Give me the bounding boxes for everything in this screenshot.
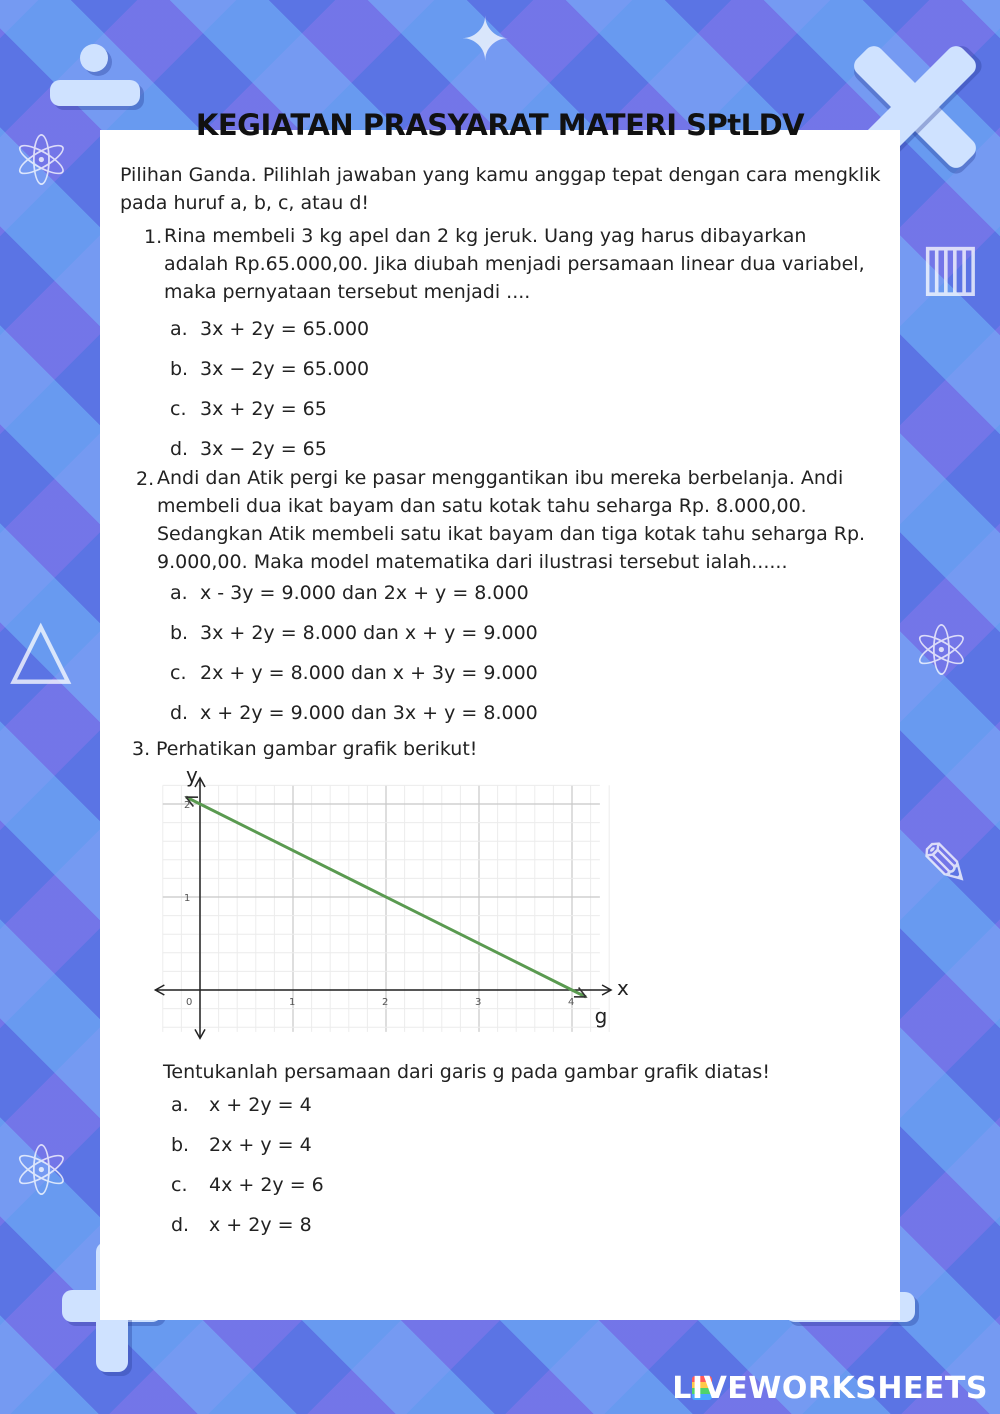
option-letter: c.: [171, 1174, 188, 1196]
x-tick-label: 0: [186, 997, 193, 1008]
question-3-number: 3.: [132, 738, 151, 760]
instructions-text: Pilihan Ganda. Pilihlah jawaban yang kamu anggap tepat dengan cara mengklik pada huruf a, b, c, atau d!: [120, 164, 881, 214]
option-letter: a.: [170, 582, 188, 604]
question-3-option-c[interactable]: [171, 1174, 324, 1196]
option-letter: c.: [170, 398, 187, 420]
question-3-followup: Tentukanlah persamaan dari garis g pada gambar grafik diatas!: [163, 1061, 770, 1083]
option-text: x - 3y = 9.000 dan 2x + y = 8.000: [200, 582, 529, 604]
line-g-label: g: [594, 1004, 608, 1028]
option-text: 3x − 2y = 65.000: [200, 358, 370, 380]
x-tick-label: 1: [289, 997, 296, 1008]
option-letter: d.: [170, 438, 189, 460]
option-text: 3x + 2y = 8.000 dan x + y = 9.000: [200, 622, 538, 644]
question-2-option-a[interactable]: [170, 582, 529, 604]
option-text: x + 2y = 8: [209, 1214, 312, 1236]
x-tick-label: 2: [382, 997, 389, 1008]
question-2-option-c[interactable]: [170, 662, 538, 684]
doodle-atom-icon: ⚛: [10, 1130, 73, 1212]
option-text: 3x + 2y = 65: [200, 398, 327, 420]
question-3-option-d[interactable]: [171, 1214, 312, 1236]
question-2-text: Andi dan Atik pergi ke pasar menggantikan ibu mereka berbelanja. Andi membeli dua ikat bayam dan satu kotak tahu seharga Rp. 8.000,00. Sedangkan Atik membeli satu ikat bayam dan tiga kotak tahu seharga Rp. 9.000,00. Maka model matematika dari ilustrasi tersebut ialah......: [157, 467, 866, 573]
option-letter: c.: [170, 662, 187, 684]
brand-watermark: LIVEWORKSHEETS: [672, 1371, 988, 1406]
y-axis-label: y: [186, 765, 198, 787]
question-1-text: Rina membeli 3 kg apel dan 2 kg jeruk. Uang yag harus dibayarkan adalah Rp.65.000,00. Jika diubah menjadi persamaan linear dua variabel, maka pernyataan tersebut menjadi ....: [164, 225, 865, 303]
divide-dot-decoration: [80, 44, 108, 72]
question-1-option-a[interactable]: [170, 318, 369, 340]
option-text: 4x + 2y = 6: [209, 1174, 324, 1196]
x-tick-label: 4: [568, 997, 575, 1008]
doodle-atom-icon: ⚛: [910, 610, 973, 692]
doodle-pencil-icon: ✎: [920, 830, 971, 900]
option-letter: d.: [171, 1214, 190, 1236]
question-2-option-b[interactable]: [170, 622, 538, 644]
doodle-lightbulb-icon: ✦: [460, 5, 511, 75]
option-text: x + 2y = 9.000 dan 3x + y = 8.000: [200, 702, 538, 724]
question-3-option-a[interactable]: [171, 1094, 312, 1116]
doodle-ruler-icon: ▥: [920, 230, 981, 304]
option-letter: b.: [170, 358, 189, 380]
option-text: 2x + y = 8.000 dan x + 3y = 9.000: [200, 662, 538, 684]
option-text: 3x + 2y = 65.000: [200, 318, 370, 340]
y-tick-label: 1: [184, 893, 191, 904]
x-axis-label: x: [617, 976, 629, 1000]
question-3-text: Perhatikan gambar grafik berikut!: [156, 738, 478, 760]
line-graph: [140, 765, 640, 1045]
question-1-option-c[interactable]: [170, 398, 327, 420]
question-1-option-d[interactable]: [170, 438, 327, 460]
option-letter: b.: [170, 622, 189, 644]
option-text: x + 2y = 4: [209, 1094, 312, 1116]
page-title: KEGIATAN PRASYARAT MATERI SPtLDV: [195, 108, 805, 142]
doodle-triangle-icon: △: [10, 600, 72, 693]
question-3-option-b[interactable]: [171, 1134, 312, 1156]
graph-grid: [163, 785, 609, 1031]
option-letter: d.: [170, 702, 189, 724]
minus-sign-decoration: [50, 80, 140, 106]
option-letter: a.: [171, 1094, 189, 1116]
question-1-option-b[interactable]: [170, 358, 369, 380]
question-2-option-d[interactable]: [170, 702, 538, 724]
question-2-number: 2.: [136, 468, 155, 490]
option-text: 2x + y = 4: [209, 1134, 312, 1156]
y-tick-label: 2: [184, 800, 191, 811]
question-1-number: 1.: [144, 226, 163, 248]
x-tick-label: 3: [475, 997, 482, 1008]
option-text: 3x − 2y = 65: [200, 438, 327, 460]
option-letter: a.: [170, 318, 188, 340]
option-letter: b.: [171, 1134, 190, 1156]
doodle-atom-icon: ⚛: [10, 120, 73, 202]
